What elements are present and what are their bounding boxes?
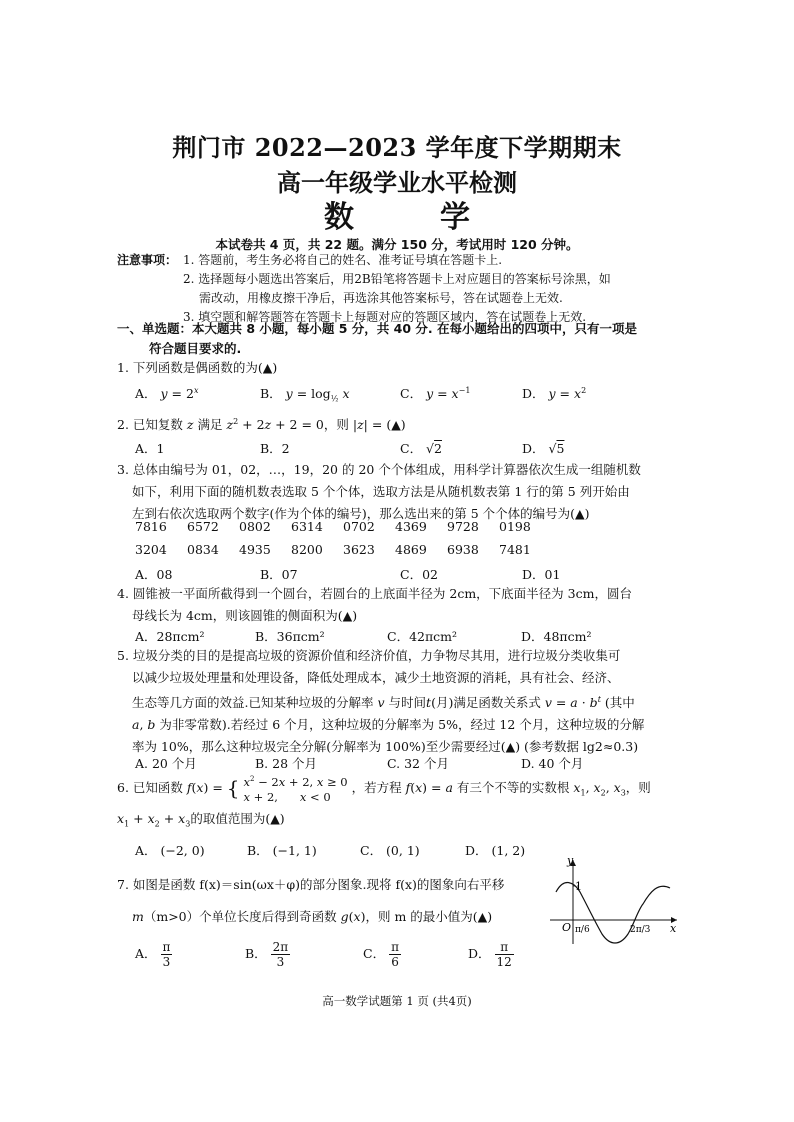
question-line: 7. 如图是函数 f(x)＝sin(ωx＋φ)的部分图象.现将 f(x)的图象向右平移 bbox=[117, 877, 505, 892]
random-number: 0702 bbox=[343, 519, 375, 534]
option-b: B． $\frac{2\pi}{3}$ bbox=[245, 940, 289, 969]
random-number: 4869 bbox=[395, 542, 427, 557]
random-number: 6314 bbox=[291, 519, 323, 534]
question-6: 6. 已知函数 f(x) = { $x^2 - 2x + 2$, x ≥ 0 x + 2, x < 0 ，若方程 f(x) = a 有三个不等的实数根 $x_1$, $x_2$, $x_3$，则 bbox=[117, 774, 651, 804]
option-b: B．07 bbox=[260, 567, 298, 582]
random-number: 4369 bbox=[395, 519, 427, 534]
tick-label: π/6 bbox=[575, 925, 590, 935]
random-number: 4935 bbox=[239, 542, 271, 557]
option-b: B．36πcm² bbox=[255, 629, 325, 644]
option-a: A． $\frac{\pi}{3}$ bbox=[135, 940, 171, 969]
question-line: 3. 总体由编号为 01，02，…，19，20 的 20 个个体组成，用科学计算器依次生成一组随机数 bbox=[117, 462, 641, 477]
random-number: 7816 bbox=[135, 519, 167, 534]
question-1 bbox=[117, 357, 689, 379]
option-d: D． $\frac{\pi}{12}$ bbox=[468, 940, 512, 969]
random-number: 8200 bbox=[291, 542, 323, 557]
option-c: C． $y = x^{-1}$ bbox=[400, 385, 471, 401]
option-d: D．48πcm² bbox=[521, 629, 592, 644]
question-line: 4. 圆锥被一平面所截得到一个圆台，若圆台的上底面半径为 2cm，下底面半径为 3cm，圆台 bbox=[117, 586, 632, 601]
question-6-line2: $x_1 + x_2 + x_3$的取值范围为(▲) bbox=[117, 811, 285, 829]
question-line: 5. 垃圾分类的目的是提高垃圾的资源价值和经济价值，力争物尽其用，进行垃圾分类收集可 bbox=[117, 648, 621, 663]
note-item: 需改动，用橡皮擦干净后，再选涂其他答案标号，答在试题卷上无效. bbox=[199, 291, 563, 305]
option-c: C．02 bbox=[400, 567, 438, 582]
option-c: C． (0, 1) bbox=[360, 843, 420, 858]
note-item: 3. 填空题和解答题答在答题卡上每题对应的答题区域内，答在试题卷上无效. bbox=[183, 310, 587, 324]
option-b: B． $y = \log_{\frac{1}{2}} x$ bbox=[260, 386, 350, 404]
option-a: A． (−2, 0) bbox=[135, 843, 205, 858]
option-b: B． (−1, 1) bbox=[247, 843, 317, 858]
option-b: B．2 bbox=[260, 441, 290, 456]
question-line: 如下，利用下面的随机数表选取 5 个个体，选取方法是从随机数表第 1 行的第 5 列开始由 bbox=[132, 484, 630, 499]
question-line: 母线长为 4cm，则该圆锥的侧面积为(▲) bbox=[132, 608, 358, 623]
note-item: 1. 答题前，考生务必将自己的姓名、准考证号填在答题卡上. bbox=[183, 253, 503, 267]
option-d: D． √5 bbox=[522, 441, 565, 456]
question-line: 生态等几方面的效益.已知某种垃圾的分解率 v 与时间t(月)满足函数关系式 $v = a \cdot b^t$ (其中 bbox=[132, 695, 635, 711]
question-5 bbox=[117, 645, 689, 758]
option-d: D． $y = x^2$ bbox=[522, 385, 587, 401]
random-number: 0834 bbox=[187, 542, 219, 557]
random-number: 9728 bbox=[447, 519, 479, 534]
option-c: C． √2 bbox=[400, 441, 442, 456]
option-d: D． (1, 2) bbox=[465, 843, 526, 858]
option-d: D．01 bbox=[522, 567, 561, 582]
random-number: 0198 bbox=[499, 519, 531, 534]
notes-label: 注意事项： bbox=[117, 253, 178, 267]
note-item: 2. 选择题每小题选出答案后，用2B铅笔将答题卡上对应题目的答案标号涂黑，如 bbox=[183, 272, 611, 286]
question-stem: 1. 下列函数是偶函数的为(▲) bbox=[117, 360, 278, 375]
random-number: 7481 bbox=[499, 542, 531, 557]
random-number: 6938 bbox=[447, 542, 479, 557]
question-7 bbox=[117, 874, 537, 928]
option-c: C．42πcm² bbox=[387, 629, 458, 644]
question-line: 率为 10%，那么这种垃圾完全分解(分解率为 100%)至少需要经过(▲) (参考数据 lg2≈0.3) bbox=[132, 739, 639, 755]
question-2: 2. 已知复数 z 满足 $z^2 + 2z + 2 = 0$，则 |z| = (▲) bbox=[117, 417, 406, 433]
random-number: 6572 bbox=[187, 519, 219, 534]
exam-info: 本试卷共 4 页，共 22 题。满分 150 分，考试用时 120 分钟。 bbox=[215, 237, 579, 252]
section-heading bbox=[117, 319, 687, 359]
question-line: a, b 为非零常数).若经过 6 个月，这种垃圾的分解率为 5%，经过 12 个月，这种垃圾的分解 bbox=[132, 717, 645, 733]
question-line: 左到右依次选取两个数字(作为个体的编号)，那么选出来的第 5 个个体的编号为(▲) bbox=[132, 506, 590, 521]
option-b: B. 28 个月 bbox=[255, 756, 318, 771]
random-table-row-1 bbox=[135, 519, 551, 534]
question-3 bbox=[117, 459, 689, 525]
subject-title: 数 学 bbox=[324, 200, 498, 235]
question-line: 以减少垃圾处理量和处理设备，降低处理成本，减少土地资源的消耗，具有社会、经济、 bbox=[132, 670, 620, 685]
max-label: 1 bbox=[575, 880, 582, 893]
question-4 bbox=[117, 583, 689, 627]
tick-label: 2π/3 bbox=[630, 925, 651, 935]
exam-subtitle: 高一年级学业水平检测 bbox=[277, 168, 517, 197]
random-number: 0802 bbox=[239, 519, 271, 534]
random-table-row-2 bbox=[135, 542, 551, 557]
random-number: 3204 bbox=[135, 542, 167, 557]
option-a: A．28πcm² bbox=[135, 629, 205, 644]
option-c: C． $\frac{\pi}{6}$ bbox=[363, 940, 399, 969]
option-a: A．08 bbox=[135, 567, 173, 582]
option-d: D. 40 个月 bbox=[521, 756, 584, 771]
section-line: 一、单选题：本大题共 8 小题，每小题 5 分，共 40 分. 在每小题给出的四项中，只有一项是 bbox=[117, 321, 638, 336]
exam-title: 荆门市 2022—2023 学年度下学期期末 bbox=[172, 133, 622, 162]
section-line: 符合题目要求的. bbox=[149, 341, 242, 356]
sine-graph bbox=[542, 852, 682, 947]
question-line: m（m>0）个单位长度后得到奇函数 g(x)，则 m 的最小值为(▲) bbox=[132, 909, 493, 924]
x-label: x bbox=[670, 922, 677, 935]
option-a: A．1 bbox=[135, 441, 165, 456]
page-footer: 高一数学试题第 1 页 (共4页) bbox=[322, 994, 472, 1008]
origin-label: O bbox=[562, 921, 572, 934]
y-label: y bbox=[567, 854, 574, 867]
option-c: C. 32 个月 bbox=[387, 756, 449, 771]
option-a: A. 20 个月 bbox=[135, 756, 197, 771]
option-a: A． $y = 2^x$ bbox=[135, 385, 199, 401]
random-number: 3623 bbox=[343, 542, 375, 557]
